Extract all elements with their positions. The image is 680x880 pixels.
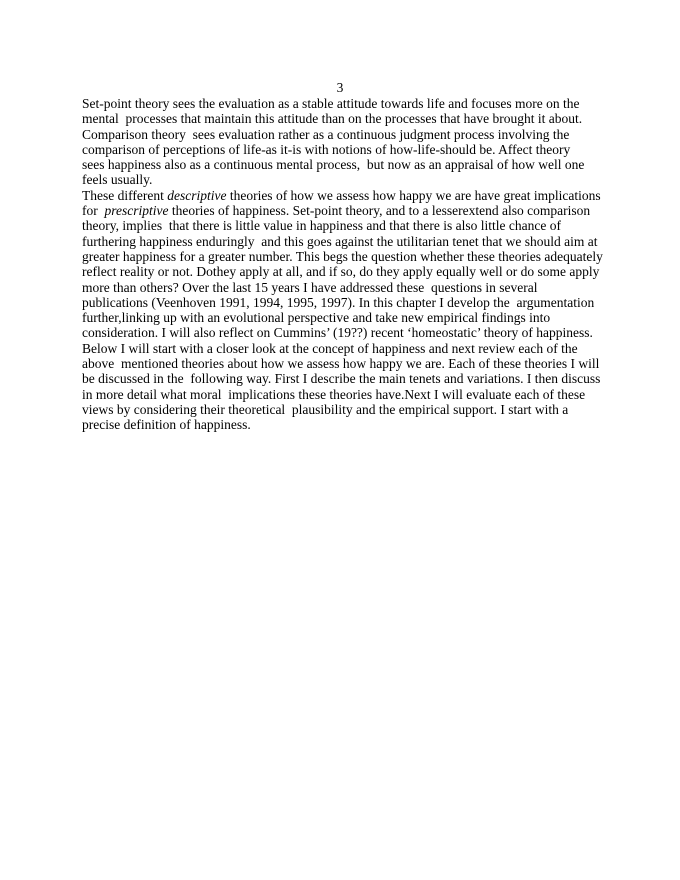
text-line: sees happiness also as a continuous mental process, but now as an appraisal of how well one (82, 157, 585, 173)
text-line (82, 188, 622, 203)
text-line: Comparison theory sees evaluation rather as a continuous judgment process involving the (82, 126, 570, 142)
text-line: publications (Veenhoven 1991, 1994, 1995, 1997). In this chapter I develop the argumentation (82, 294, 595, 310)
text-line: reflect reality or not. Dothey apply at all, and if so, do they apply equally well or do some apply (82, 264, 600, 280)
text-line: mental processes that maintain this attitude than on the processes that have brought it about. (82, 111, 583, 127)
text-line: further,linking up with an evolutional perspective and take new empirical findings into (82, 310, 551, 326)
text-line: above mentioned theories about how we assess how happy we are. Each of these theories I will (82, 356, 600, 372)
text-run: theories of how we assess how happy we are have great implications (226, 187, 601, 203)
text-line: Set-point theory sees the evaluation as a stable attitude towards life and focuses more on the (82, 96, 580, 111)
text-line: consideration. I will also reflect on Cummins’ (19??) recent ‘homeostatic’ theory of happiness. (82, 325, 593, 341)
italic-term-descriptive: descriptive (167, 187, 227, 203)
text-line: theory, implies that there is little value in happiness and that there is also little chance of (82, 218, 561, 234)
italic-term-prescriptive: prescriptive (104, 203, 169, 219)
text-line: precise definition of happiness. (82, 417, 251, 433)
text-line: comparison of perceptions of life-as it-is with notions of how-life-should be. Affect theory (82, 141, 571, 157)
text-line: greater happiness for a greater number. This begs the question whether these theories adequately (82, 248, 603, 264)
text-run: These different (82, 187, 168, 203)
text-line: Below I will start with a closer look at the concept of happiness and next review each of the (82, 340, 578, 356)
text-line: in more detail what moral implications these theories have.Next I will evaluate each of these (82, 386, 586, 402)
text-line: views by considering their theoretical plausibility and the empirical support. I start with a (82, 401, 569, 417)
text-line: feels usually. (82, 172, 153, 188)
text-line (82, 203, 622, 218)
page-number: 3 (336, 80, 344, 95)
text-line: furthering happiness enduringly and this goes against the utilitarian tenet that we should aim at (82, 233, 598, 249)
text-line: be discussed in the following way. First I describe the main tenets and variations. I then discuss (82, 371, 601, 387)
body-text (82, 96, 622, 433)
text-run: theories of happiness. Set-point theory, and to a lesserextend also comparison (168, 203, 591, 219)
text-line: more than others? Over the last 15 years I have addressed these questions in several (82, 279, 538, 295)
text-run: for (82, 203, 105, 219)
